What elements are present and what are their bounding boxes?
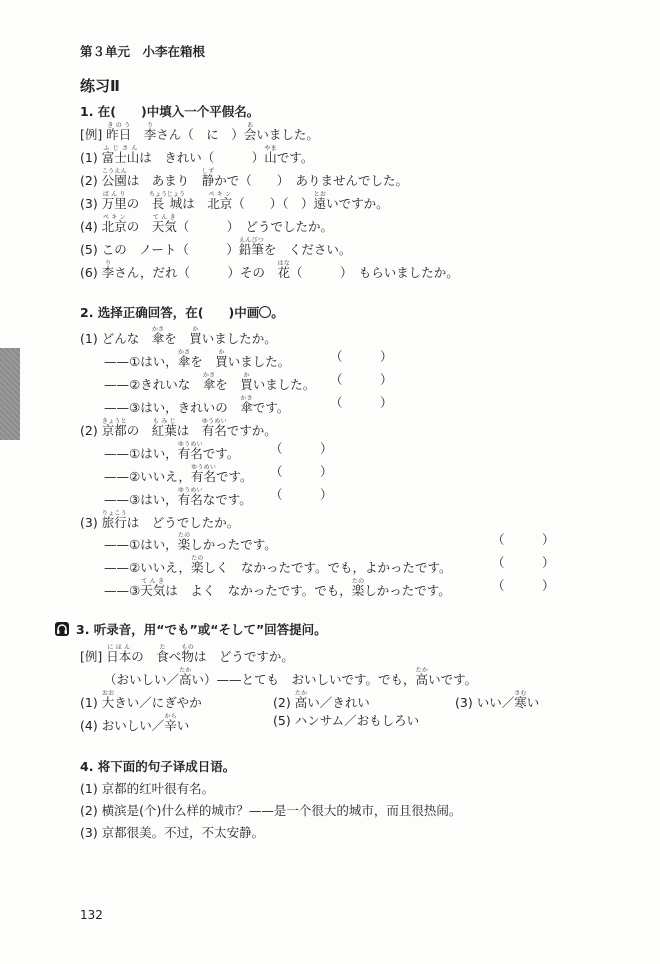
section-1-title: 1. 在( )中填入一个平假名。 [80, 104, 260, 119]
page-edge-tab [0, 348, 20, 440]
s2-q2-answer-2: （ ） [270, 464, 333, 479]
s2-q2: (2) 京都きょうとの 紅葉もみじは 有名ゆうめいですか。 [80, 418, 277, 438]
s2-q2-option-2: ——②いいえ，有名ゆうめいです。 [104, 464, 253, 484]
s2-q1: (1) どんな 傘かさを 買かいましたか。 [80, 326, 277, 346]
s4-item-2: (2) 横滨是(个)什么样的城市？——是一个很大的城市，而且很热闹。 [80, 803, 462, 818]
s2-q1-option-1: ——①はい，傘かさを 買かいました。 [104, 349, 291, 369]
section-2-title: 2. 选择正确回答，在( )中画 。 [80, 305, 284, 320]
s2-q2-option-1: ——①はい，有名ゆうめいです。 [104, 441, 240, 461]
s1-item-3: (3) 万里ばんりの 長城ちょうじょうは 北京ペキン（ ）（ ）遠とおいですか。 [80, 191, 389, 211]
headphone-icon [55, 622, 69, 636]
unit-label: 第３单元 [80, 44, 131, 59]
s3-item-4: (4) おいしい／辛からい [80, 713, 190, 733]
s1-item-2: (2) 公園こうえんは あまり 静しずかで（ ） ありませんでした。 [80, 168, 409, 188]
s4-item-1: (1) 京都的红叶很有名。 [80, 781, 215, 796]
s1-item-6: (6) 李りさん，だれ（ ）その 花はな（ ） もらいましたか。 [80, 260, 459, 280]
s2-q3-answer-3: （ ） [492, 578, 555, 593]
practice-title: 练习Ⅱ [80, 77, 120, 95]
s3-item-1: (1) 大おおきい／にぎやか [80, 690, 202, 710]
s1-item-1: (1) 富士山ふじさんは きれい（ ）山やまです。 [80, 145, 314, 165]
s1-item-4: (4) 北京ペキンの 天気てんき（ ） どうでしたか。 [80, 214, 334, 234]
s1-example: [例] 昨日きのう 李りさん（ に ）会あいました。 [80, 122, 319, 142]
s2-q3-answer-1: （ ） [492, 532, 555, 547]
s2-q3-option-2: ——②いいえ，楽たのしく なかったです。でも，よかったです。 [104, 555, 452, 575]
section-4-title: 4. 将下面的句子译成日语。 [80, 759, 236, 774]
s2-q1-answer-3: （ ） [330, 395, 393, 410]
unit-title: 小李在箱根 [142, 44, 206, 59]
s4-item-3: (3) 京都很美。不过，不太安静。 [80, 825, 265, 840]
s1-item-5: (5) この ノート（ ）鉛筆えんぴつを ください。 [80, 237, 352, 257]
s2-q3: (3) 旅行りょこうは どうでしたか。 [80, 510, 240, 530]
s3-example-answer: （おいしい／高たかい）——とても おいしいです。でも，高たかいです。 [104, 667, 478, 687]
section-3-title: 3. 听录音，用“でも”或“そして”回答提问。 [76, 622, 327, 637]
s2-q1-option-2: ——②きれいな 傘かさを 買かいました。 [104, 372, 316, 392]
s2-q1-answer-1: （ ） [330, 349, 393, 364]
s3-item-5: (5) ハンサム／おもしろい [273, 713, 420, 728]
s3-item-3: (3) いい／寒さむい [455, 690, 540, 710]
unit-header [80, 44, 205, 59]
s2-q1-option-3: ——③はい，きれいの 傘かさです。 [104, 395, 290, 415]
s2-q1-answer-2: （ ） [330, 372, 393, 387]
s2-q3-option-3: ——③天気てんきは よく なかったです。でも，楽たのしかったです。 [104, 578, 451, 598]
s3-item-2: (2) 高たかい／きれい [273, 690, 370, 710]
page-number: 132 [80, 908, 103, 922]
s2-q3-answer-2: （ ） [492, 555, 555, 570]
s2-q3-option-1: ——①はい，楽たのしかったです。 [104, 532, 277, 552]
s2-q2-answer-3: （ ） [270, 487, 333, 502]
circle-icon [259, 306, 271, 318]
s2-q2-answer-1: （ ） [270, 441, 333, 456]
s3-example: [例] 日本にほんの 食たべ物ものは どうですか。 [80, 644, 294, 664]
s2-q2-option-3: ——③はい，有名ゆうめいなです。 [104, 487, 252, 507]
